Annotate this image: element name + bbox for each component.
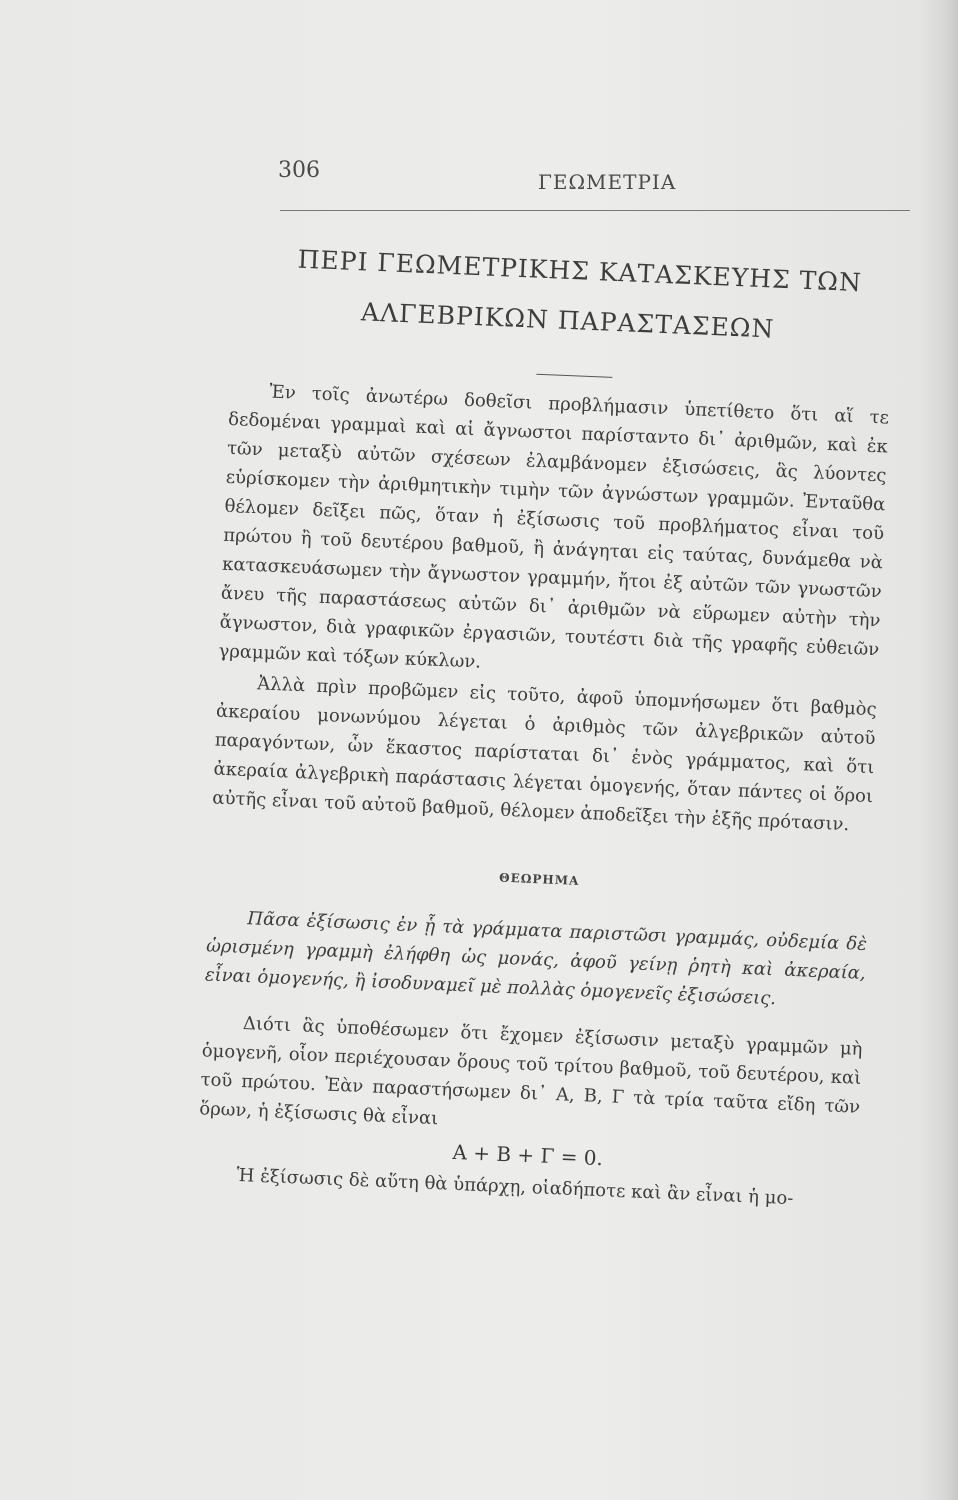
page-header [278,158,910,214]
theorem-text: Πᾶσα ἐξίσωσις ἐν ᾗ τὰ γράμματα παριστῶσι γραμμάς, οὐδεμία δὲ ὡρισμένη γραμμὴ ἐλήφθη ὡς μονάς, ἀφοῦ γείνῃ ῥητὴ καὶ ἀκεραία, εἶναι ὁμογενής, ἢ ἰσοδυναμεῖ μὲ πολλὰς ὁμογενεῖς ἐξισώσεις. [204,908,868,1010]
page-edge-shadow [918,0,958,1500]
second-paragraph: Ἀλλὰ πρὶν προβῶμεν εἰς τοῦτο, ἀφοῦ ὑπομνήσωμεν ὅτι βαθμὸς ἀκεραίου μονωνύμου λέγεται ὁ ἀριθμὸς τῶν ἀλγεβρικῶν αὐτοῦ παραγόντων, ὧν ἕκαστος παρίσταται δι᾽ ἑνὸς γράμματος, καὶ ὅτι ἀκεραία ἀλγεβρικὴ παράστασις λέγεται ὁμογενής, ὅταν πάντες οἱ ὅροι αὐτῆς εἶναι τοῦ αὐτοῦ βαθμοῦ, θέλομεν ἀποδεῖξει τὴν ἑξῆς πρότασιν. [211,673,878,836]
equation: Α + Β + Γ = 0. [452,1139,604,1171]
intro-paragraph: Ἐν τοῖς ἀνωτέρω δοθεῖσι προβλήμασιν ὑπετίθετο ὅτι αἵ τε δεδομέναι γραμμαὶ καὶ αἱ ἄγνωστοι παρίσταντο δι᾽ ἀριθμῶν, καὶ ἐκ τῶν μεταξὺ αὐτῶν σχέσεων ἐλαμβάνομεν ἐξισώσεις, ἃς λύοντες εὑρίσκομεν τὴν ἀριθμητικὴν τιμὴν τῶν ἀγνώστων γραμμῶν. Ἐνταῦθα θέλομεν δεῖξει πῶς, ὅταν ἡ ἐξίσωσις τοῦ προβλήματος εἶναι τοῦ πρώτου ἢ τοῦ δευτέρου βαθμοῦ, ἢ ἀνάγηται εἰς ταύτας, δυνάμεθα νὰ κατασκευάσωμεν τὴν ἄγνωστον γραμμήν, ἤτοι ἐξ αὐτῶν τῶν γνωστῶν ἄνευ τῆς παραστάσεως αὐτῶν δι᾽ ἀριθμῶν νὰ εὕρωμεν αὐτὴν τὴν ἄγνωστον, διὰ γραφικῶν ἐργασιῶν, τουτέστι διὰ τῆς γραφῆς εὐθειῶν γραμμῶν καὶ τόξων κύκλων. [218,381,890,673]
page-number: 306 [278,158,320,183]
final-line: Ἡ ἐξίσωσις δὲ αὕτη θὰ ὑπάρχῃ, οἱαδήποτε καὶ ἂν εἶναι ἡ μο- [236,1164,794,1210]
proof-paragraph: Διότι ἃς ὑποθέσωμεν ὅτι ἔχομεν ἐξίσωσιν μεταξὺ γραμμῶν μὴ ὁμογενῆ, οἷον περιέχουσαν ὅρους τοῦ τρίτου βαθμοῦ, τοῦ δευτέρου, καὶ τοῦ πρώτου. Ἐὰν παραστήσωμεν δι᾽ Α, Β, Γ τὰ τρία ταῦτα εἴδη τῶν ὅρων, ἡ ἐξίσωσις θὰ εἶναι [198,1012,863,1130]
header-rule [280,210,910,211]
running-title: ΓΕΩΜΕΤΡΙΑ [538,170,677,194]
title-divider [536,374,612,378]
theorem-heading: ΘΕΩΡΗΜΑ [498,870,580,888]
section-title-line-2: ΑΛΓΕΒΡΙΚΩΝ ΠΑΡΑΣΤΑΣΕΩΝ [360,297,775,344]
section-title-line-1: ΠΕΡΙ ΓΕΩΜΕΤΡΙΚΗΣ ΚΑΤΑΣΚΕΥΗΣ ΤΩΝ [297,244,863,298]
page-body [196,235,895,1216]
